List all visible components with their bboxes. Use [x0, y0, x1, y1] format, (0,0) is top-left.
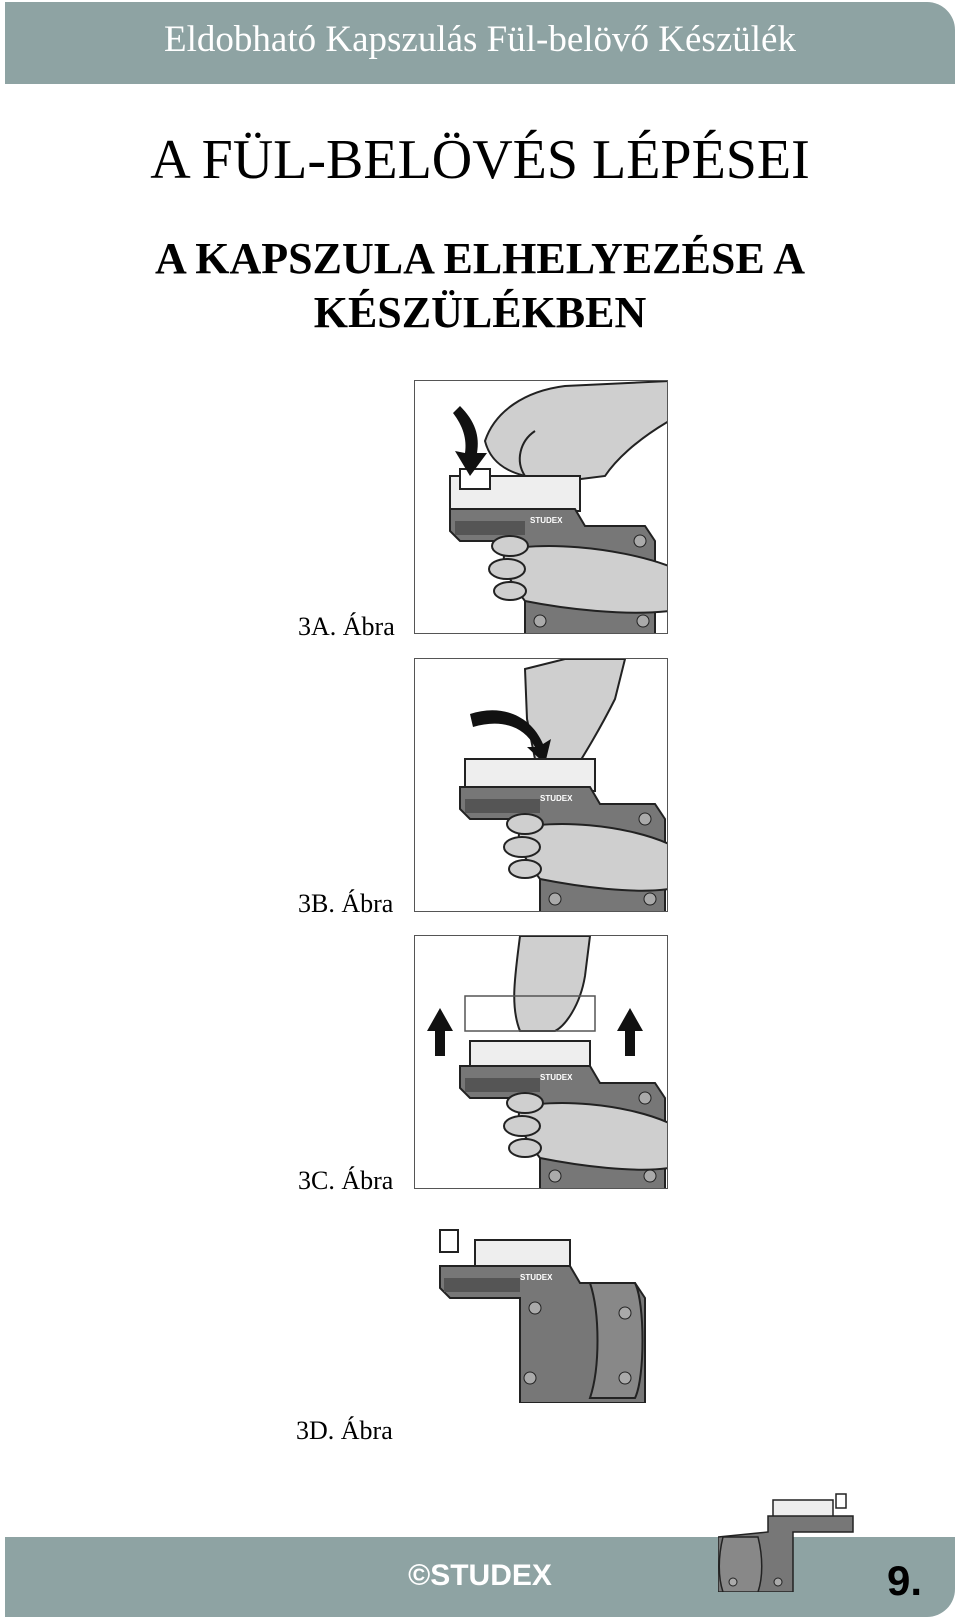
figure-3c: [414, 935, 668, 1189]
page-title: A FÜL-BELÖVÉS LÉPÉSEI: [150, 129, 810, 191]
figure-3b: [414, 658, 668, 912]
section-subtitle: [0, 232, 960, 340]
hand-icon: [514, 936, 590, 1031]
header-bar: [5, 2, 955, 84]
subtitle-line-1: A KAPSZULA ELHELYEZÉSE A: [154, 234, 806, 283]
figure-3a-illustration: [415, 381, 668, 634]
arrow-up-icon: [427, 1008, 453, 1056]
device-logo: STUDEX: [540, 794, 573, 803]
device-logo: STUDEX: [540, 1073, 573, 1082]
figure-3b-illustration: [415, 659, 668, 912]
arrow-up-icon: [617, 1008, 643, 1056]
device-logo: STUDEX: [530, 516, 563, 525]
figure-3d-illustration: [430, 1228, 670, 1403]
caption-3b: 3B. Ábra: [298, 889, 394, 918]
caption-3d: 3D. Ábra: [296, 1416, 393, 1445]
caption-3c: 3C. Ábra: [298, 1166, 394, 1195]
figure-3a: [414, 380, 668, 634]
device-logo: STUDEX: [520, 1273, 553, 1282]
header-title: Eldobható Kapszulás Fül-belövő Készülék: [164, 19, 796, 60]
figure-3c-illustration: [415, 936, 668, 1189]
subtitle-line-2: KÉSZÜLÉKBEN: [313, 288, 647, 337]
caption-3a: 3A. Ábra: [298, 612, 395, 641]
footer-device-icon: [718, 1492, 860, 1592]
footer-brand: ©STUDEX: [408, 1559, 552, 1592]
page-number: 9.: [887, 1557, 923, 1604]
hand-icon: [485, 381, 668, 481]
figure-3d: [430, 1228, 670, 1403]
arrow-down-icon: [453, 406, 487, 476]
